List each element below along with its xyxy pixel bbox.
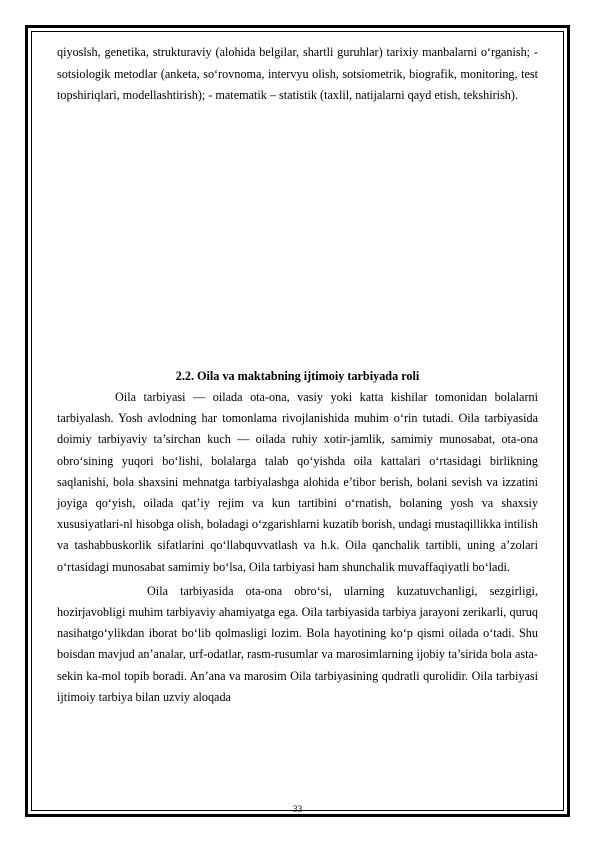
intro-paragraph: qiyoslsh, genetika, strukturaviy (alohida belgilar, shartli guruhlar) tarixiy manbalarni o‘rganish; - sotsiologik metodlar (anketa, so‘rovnoma, intervyu olish, sotsiometrik, biografik, monitoring, test topshiriqlari, modellashtirish); - matematik – statistik (taxlil, natijalarni qayd etish, tekshirish). (57, 45, 538, 102)
intro-text-block (57, 42, 538, 107)
section-heading: 2.2. Oila va maktabning ijtimoiy tarbiyada roli (175, 369, 420, 383)
paragraph-parental-authority: Oila tarbiyasida ota-ona obro‘si, ularning kuzatuvchanligi, sezgirligi, hozirjavobligi muhim tarbiyaviy ahamiyatga ega. Oila tarbiyasida tarbiya jarayoni zerikarli, quruq nasihatgo‘ylikdan iborat bo‘lib qolmasligi lozim. Bola hayotining ko‘p qismi oilada o‘tadi. Shu boisdan mavjud an’analar, urf-odatlar, rasm-rusumlar va marosimlarning ijobiy ta’sirida bola asta-sekin ka-mol topib boradi. An’ana va marosim Oila tarbiyasining qudratli qurolidir. Oila tarbiyasi ijtimoiy tarbiya bilan uzviy aloqada (57, 583, 538, 704)
page-number: 33 (292, 805, 303, 815)
section-body (57, 387, 538, 708)
paragraph-family-upbringing: Oila tarbiyasi — oilada ota-ona, vasiy yoki katta kishilar tomonidan bolalarni tarbiyalash. Yosh avlodning har tomonlama rivojlanishida muhim o‘rin tutadi. Oila tarbiyasida doimiy tarbiyaviy ta’sirchan kuch — oilada ruhiy xotir-jamlik, samimiy munosabat, ota-ona obro‘sining yuqori bo‘lishi, bolalarga talab qo‘yishda oila kattalari o‘rtasidagi birlikning saqlanishi, bola shaxsini mehnatga tarbiyalashga alohida e’tibor berish, bolani sevish va izzatini joyiga qo‘yish, oilada qat’iy rejim va kun tartibini o‘rnatish, bolaning yosh va shaxsiy xususiyatlari-nl hisobga olish, boladagi o‘zgarishlarni kuzatib borish, undagi mustaqillikka intilish va tashabbuskorlik sifatlarini qo‘llabquvvatlash va h.k. Oila qanchalik tartibli, uning a’zolari o‘rtasidagi munosabat samimiy bo‘lsa, Oila tarbiyasi ham shunchalik muvaffaqiyatli bo‘ladi. (57, 390, 538, 574)
